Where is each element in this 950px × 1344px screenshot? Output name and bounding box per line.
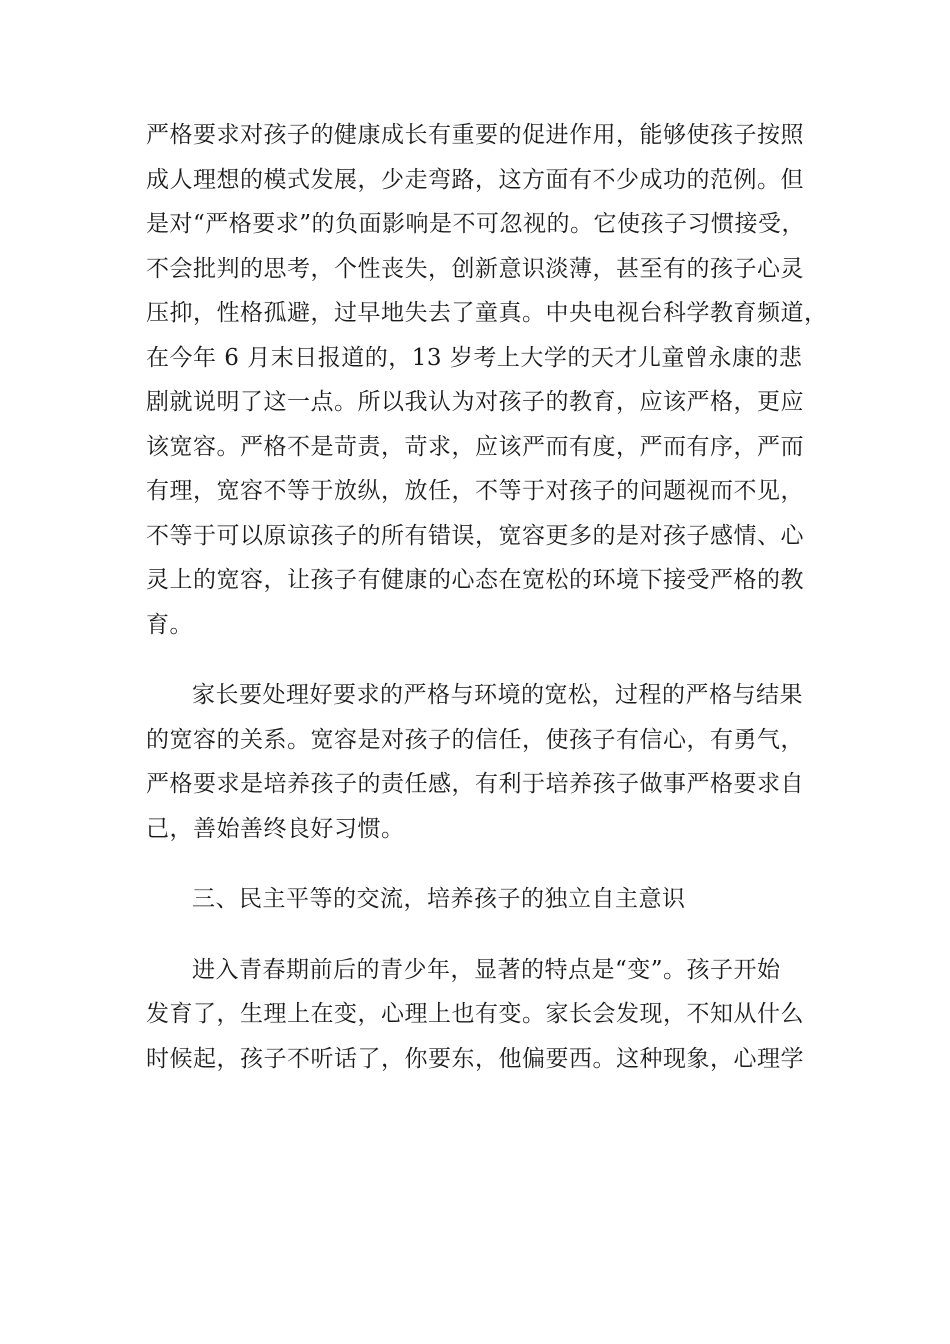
paragraph-line: 家长要处理好要求的严格与环境的宽松，过程的严格与结果: [192, 682, 803, 708]
paragraph-line: 不等于可以原谅孩子的所有错误，宽容更多的是对孩子感情、心: [146, 522, 804, 549]
paragraph-spacer: [146, 647, 810, 673]
paragraph-line: 己，善始善终良好习惯。: [146, 815, 405, 842]
paragraph-line: 的宽容的关系。宽容是对孩子的信任，使孩子有信心，有勇气，: [146, 726, 804, 753]
paragraph-line: 压抑，性格孤避，过早地失去了童真。中央电视台科学教育频道，: [146, 300, 828, 326]
paragraph-parent-balance: [146, 673, 810, 851]
paragraph-adolescence: [146, 948, 810, 1082]
document-body: [146, 113, 828, 1081]
paragraph-line: 育。: [146, 611, 193, 638]
paragraph-spacer: [146, 851, 810, 877]
paragraph-spacer: [146, 922, 810, 948]
paragraph-line: 发育了，生理上在变，心理上也有变。家长会发现，不知从什么: [146, 1001, 804, 1027]
paragraph-line: 剧就说明了这一点。所以我认为对孩子的教育，应该严格，更应: [146, 389, 804, 415]
paragraph-strict-requirements: [146, 113, 828, 647]
paragraph-line: 进入青春期前后的青少年，显著的特点是“变”。孩子开始: [192, 956, 781, 983]
section-heading: 三、民主平等的交流，培养孩子的独立自主意识: [192, 886, 686, 912]
paragraph-line: 灵上的宽容，让孩子有健康的心态在宽松的环境下接受严格的教: [146, 567, 804, 593]
paragraph-line: 在今年 6 月末日报道的，13 岁考上大学的天才儿童曾永康的悲: [146, 344, 803, 371]
paragraph-line: 不会批判的思考，个性丧失，创新意识淡薄，甚至有的孩子心灵: [146, 255, 804, 282]
paragraph-line: 时候起，孩子不听话了，你要东，他偏要西。这种现象，心理学: [146, 1045, 804, 1072]
paragraph-line: 有理，宽容不等于放纵，放任，不等于对孩子的问题视而不见，: [146, 478, 804, 504]
paragraph-line: 成人理想的模式发展，少走弯路，这方面有不少成功的范例。但: [146, 166, 804, 193]
paragraph-line: 该宽容。严格不是苛责，苛求，应该严而有度，严而有序，严而: [146, 433, 804, 460]
paragraph-line: 是对“严格要求”的负面影响是不可忽视的。它使孩子习惯接受，: [146, 211, 806, 237]
paragraph-line: 严格要求对孩子的健康成长有重要的促进作用，能够使孩子按照: [146, 122, 804, 148]
paragraph-line: 严格要求是培养孩子的责任感，有利于培养孩子做事严格要求自: [146, 771, 804, 797]
